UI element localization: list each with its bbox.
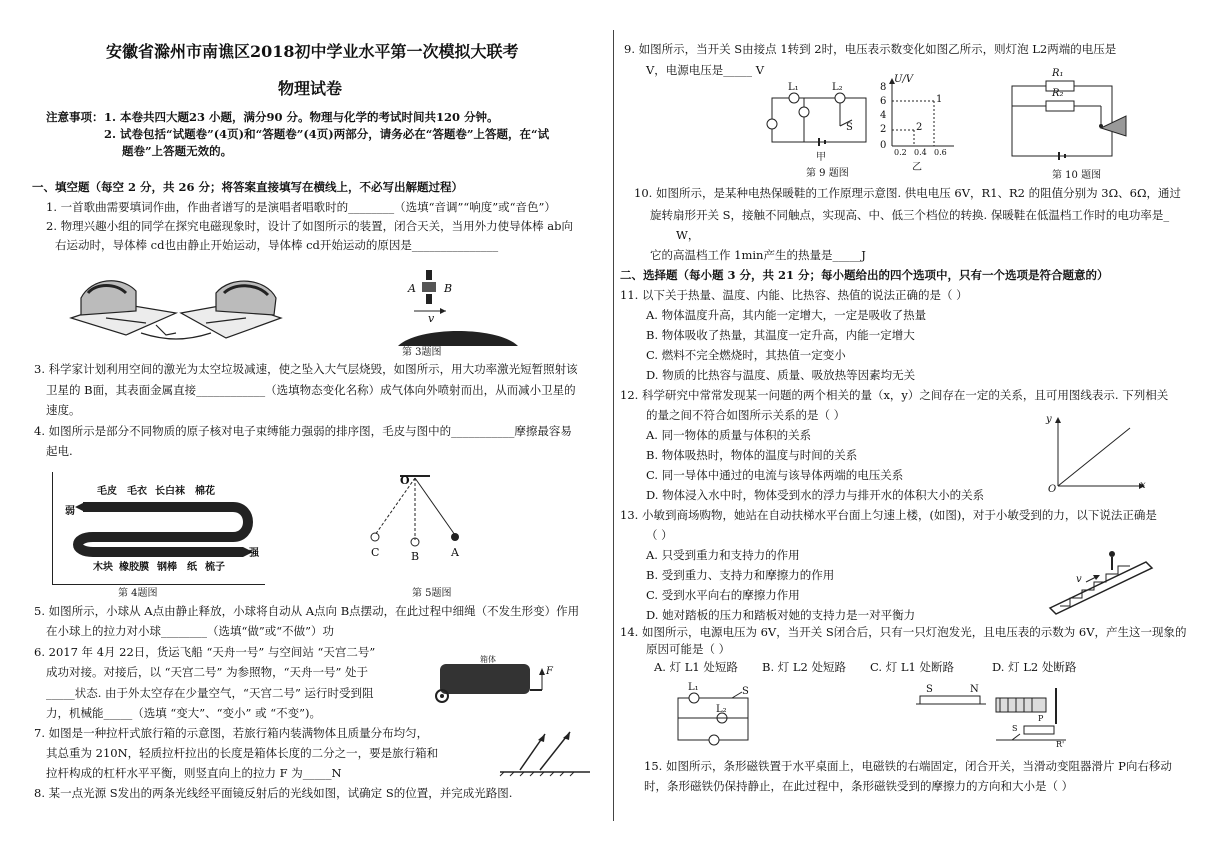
fig9-y-tick-4: 4 [880,110,887,121]
q12-option-b: B. 物体吸热时，物体的温度与时间的关系 [646,448,858,462]
fig4-bottom-label-3: 钢棒 [157,562,177,573]
q15-line1: 15. 如图所示，条形磁铁置于水平桌面上，电磁铁的右端固定，闭合开关，当滑动变阻器滑片 P向右移动 [644,759,1172,773]
q3-line3: 速度。 [46,403,81,417]
fig4-bottom-label-1: 木块 [93,562,113,573]
q15-slider-p: P [1038,714,1044,723]
left-column [0,0,612,851]
q13-option-c: C. 受到水平向右的摩擦力作用 [646,588,800,602]
q9-line1: 9. 如图所示，当开关 S由接点 1转到 2时，电压表示数变化如图乙所示，则灯泡 L2两端的电压是 [624,42,1117,56]
fig3-caption: 第 3题图 [402,347,442,358]
q9-line2: V，电源电压是_____ V [646,63,765,77]
q11-stem: 11. 以下关于热量、温度、内能、比热容、热值的说法正确的是（ ） [620,288,968,302]
q11-option-b: B. 物体吸收了热量，其温度一定升高，内能一定增大 [646,328,915,342]
fig4-top-label-3: 长白袜 [155,486,185,497]
q13-option-a: A. 只受到重力和支持力的作用 [646,548,800,562]
q15-switch-label: S [1012,724,1018,733]
q14-option-a: A. 灯 L1 处短路 [654,660,738,674]
q15-magnet-n: N [970,684,979,695]
fig8-mirror-rays [500,726,590,776]
fig10-heating-circuit [1006,68,1146,166]
q12-option-c: C. 同一导体中通过的电流与该导体两端的电压关系 [646,468,904,482]
fig9-switch-label: S [846,122,853,133]
q4-line1: 4. 如图所示是部分不同物质的原子核对电子束缚能力强弱的排序图，毛皮与图中的___________摩擦最容易 [34,424,572,438]
q3-line2: 卫星的 B面，其表面金属直接____________（选填物态变化名称）成气体向外喷射而出，从而减小卫星的 [46,383,576,397]
fig4-top-label-1: 毛皮 [97,486,117,497]
q12-line2: 的量之间不符合如图所示关系的是（ ） [646,408,846,422]
q15-rheostat-label: R' [1056,740,1065,749]
fig9-axis-y: U/V [894,74,914,85]
fig9-point-1: 1 [936,94,943,105]
fig5-label-a: A [451,546,459,559]
fig4-top-label-4: 棉花 [195,486,215,497]
fig7-suitcase [430,650,560,710]
fig5-label-c: C [371,546,380,559]
fig4-top-label-2: 毛衣 [127,486,147,497]
q12-option-d: D. 物体浸入水中时，物体受到水的浮力与排开水的体积大小的关系 [646,488,985,502]
q2-line2: 右运动时，导体棒 cd也由静止开始运动，导体棒 cd开始运动的原因是_______________ [55,238,499,252]
fig9-y-tick-8: 8 [880,82,887,93]
q6-line2: 成功对接。对接后，以 “天宫二号” 为参照物，“天舟一号” 处于 [46,665,368,679]
fig5-pendulum [360,470,470,580]
fig5-label-o: O [400,474,410,487]
q15-magnet-figure [916,684,1096,754]
q15-line2: 时，条形磁铁仍保持静止，在此过程中，条形磁铁受到的摩擦力的方向和大小是（ ） [644,779,1074,793]
q13-line2: （ ） [646,528,673,542]
fig10-r2-label: R₂ [1052,88,1064,99]
q5-line2: 在小球上的拉力对小球________（选填“做”或“不做”）功 [46,624,335,638]
fig9-y-tick-6: 6 [880,96,887,107]
q8-text: 8. 某一点光源 S发出的两条光线经平面镜反射后的光线如图，试确定 S的位置，并完成光路图. [34,786,513,800]
fig9-point-2: 2 [916,122,923,133]
exam-subtitle: 物理试卷 [278,79,343,98]
q10-line3: W， [676,228,700,242]
fig4-caption: 第 4题图 [118,588,158,599]
fig9-x-tick-3: 0.6 [934,148,947,157]
q6-line1: 6. 2017 年 4月 22日，货运飞船 “天舟一号” 与空间站 “天宫二号” [34,645,376,659]
fig10-r1-label: R₁ [1052,68,1064,79]
q14-fig-l1: L₁ [688,682,699,693]
notice-line-1: 1. 本卷共四大题23 小题，满分90 分。物理与化学的考试时间共120 分钟。 [104,110,499,124]
q14-circuit-figure [672,682,762,746]
q14-line1: 14. 如图所示，电源电压为 6V，当开关 S闭合后，只有一只灯泡发光，且电压表的示数为 6V，产生这一现象的 [620,625,1187,639]
q2-apparatus-figure [66,263,286,345]
q11-option-d: D. 物质的比热容与温度、质量、吸放热等因素均无关 [646,368,916,382]
fig9-l2-label: L₂ [832,82,843,93]
q12-option-a: A. 同一物体的质量与体积的关系 [646,428,812,442]
q5-line1: 5. 如图所示，小球从 A点由静止释放，小球将自动从 A点向 B点摆动，在此过程中细绳（不发生形变）作用 [34,604,580,618]
q13-option-b: B. 受到重力、支持力和摩擦力的作用 [646,568,835,582]
column-divider [613,30,614,821]
fig7-box-label: 箱体 [480,655,496,664]
fig3-label-a: A [408,282,416,295]
notice-label: 注意事项： [46,110,104,124]
q7-line1: 7. 如图是一种拉杆式旅行箱的示意图，若旅行箱内装满物体且质量分布均匀， [34,726,429,740]
fig9-y-tick-2: 2 [880,124,887,135]
q13-escalator-figure [1046,546,1156,616]
q13-velocity-label: v [1076,574,1082,585]
q12-linear-graph [1046,414,1146,494]
section1-heading: 一、填空题（每空 2 分，共 26 分；将答案直接填写在横线上，不必写出解题过程） [32,180,464,194]
q2-line1: 2. 物理兴趣小组的同学在探究电磁现象时，设计了如图所示的装置，闭合天关，当用外力使导体棒 ab向 [46,219,573,233]
q1-text: 1. 一首歌曲需要填词作曲，作曲者谱写的是演唱者唱歌时的________（选填“音调”“响度”或“音色”） [46,200,556,214]
q13-line1: 13. 小敏到商场购物，她站在自动扶梯水平台面上匀速上楼，(如图)，对于小敏受到的力，以下说法正确是 [620,508,1157,522]
q4-line2: 起电. [46,444,73,458]
fig4-weak-label: 弱 [65,506,75,517]
fig4-triboelectric-series [52,472,265,585]
fig9-jia-label: 甲 [816,152,826,163]
q12-line1: 12. 科学研究中常常发现某一问题的两个相关的量（x，y）之间存在一定的关系，且可用图线表示. 下列相关 [620,388,1169,402]
q10-line1: 10. 如图所示，是某种电热保暖鞋的工作原理示意图. 供电电压 6V，R1、R2 的阻值分别为 3Ω、6Ω，通过 [634,186,1181,200]
q3-line1: 3. 科学家计划利用空间的激光为太空垃圾减速，使之坠入大气层烧毁，如图所示，用大功率激光短暂照射该 [34,362,578,376]
notice-line-3: 题卷”上答题无效的。 [122,144,233,158]
fig9-yi-label: 乙 [912,162,922,173]
fig9-x-tick-2: 0.4 [914,148,927,157]
notice-line-2: 2. 试卷包括“试题卷”(4页)和“答题卷”(4页)两部分，请务必在“答题卷”上答题，在“试 [104,127,550,141]
section2-heading: 二、选择题（每小题 3 分，共 21 分；每小题给出的四个选项中，只有一个选项是符合题意的） [620,268,1109,282]
fig4-strong-label: 强 [249,548,259,559]
fig9-circuit-jia [762,82,877,162]
q15-magnet-s: S [926,684,933,695]
q7-line2: 其总重为 210N，轻质拉杆拉出的长度是箱体长度的二分之一，要是旅行箱和 [46,746,439,760]
q14-fig-l2: L₂ [716,704,727,715]
q11-option-c: C. 燃料不完全燃烧时，其热值一定变小 [646,348,846,362]
q10-line4: 它的高温档工作 1min产生的热量是_____J [650,248,866,262]
q6-line3: _____状态. 由于外太空存在少量空气，“天宫二号” 运行时受到阻 [46,686,374,700]
q13-option-d: D. 她对踏板的压力和踏板对她的支持力是一对平衡力 [646,608,916,622]
q6-line4: 力，机械能_____（选填 “变大”、“变小” 或 “不变”)。 [46,706,321,720]
q14-line2: 原因可能是（ ） [646,642,731,656]
fig9-l1-label: L₁ [788,82,799,93]
q14-option-c: C. 灯 L1 处断路 [870,660,954,674]
fig4-bottom-label-5: 梳子 [205,562,225,573]
fig4-bottom-label-4: 纸 [187,562,197,573]
q7-line3: 拉杆构成的杠杆水平平衡，则竖直向上的拉力 F 为_____N [46,766,342,780]
right-column [616,0,1229,851]
fig3-label-v: v [428,312,435,325]
exam-title: 安徽省滁州市南谯区2018初中学业水平第一次模拟大联考 [106,42,519,61]
fig10-caption: 第 10 题图 [1052,170,1102,181]
q14-fig-s: S [742,686,749,697]
fig9-x-tick-1: 0.2 [894,148,907,157]
q14-option-b: B. 灯 L2 处短路 [762,660,847,674]
fig9-voltage-graph [872,74,962,173]
fig7-force-label: F [546,666,553,677]
q12-graph-o: O [1048,484,1057,495]
q12-graph-x: x [1140,480,1146,491]
fig9-caption: 第 9 题图 [806,168,849,179]
q14-option-d: D. 灯 L2 处断路 [992,660,1077,674]
fig9-y-tick-0: 0 [880,140,887,151]
fig5-label-b: B [411,550,420,563]
fig5-caption: 第 5题图 [412,588,452,599]
fig3-label-b: B [444,282,453,295]
q11-option-a: A. 物体温度升高，其内能一定增大，一定是吸收了热量 [646,308,927,322]
q3-satellite-figure [398,266,518,346]
q10-line2: 旋转扇形开关 S，接触不同触点，实现高、中、低三个档位的转换. 保暖鞋在低温档工作时的电功率是_ [650,208,1170,222]
fig4-bottom-label-2: 橡胶膜 [119,562,149,573]
q12-graph-y: y [1046,414,1052,425]
